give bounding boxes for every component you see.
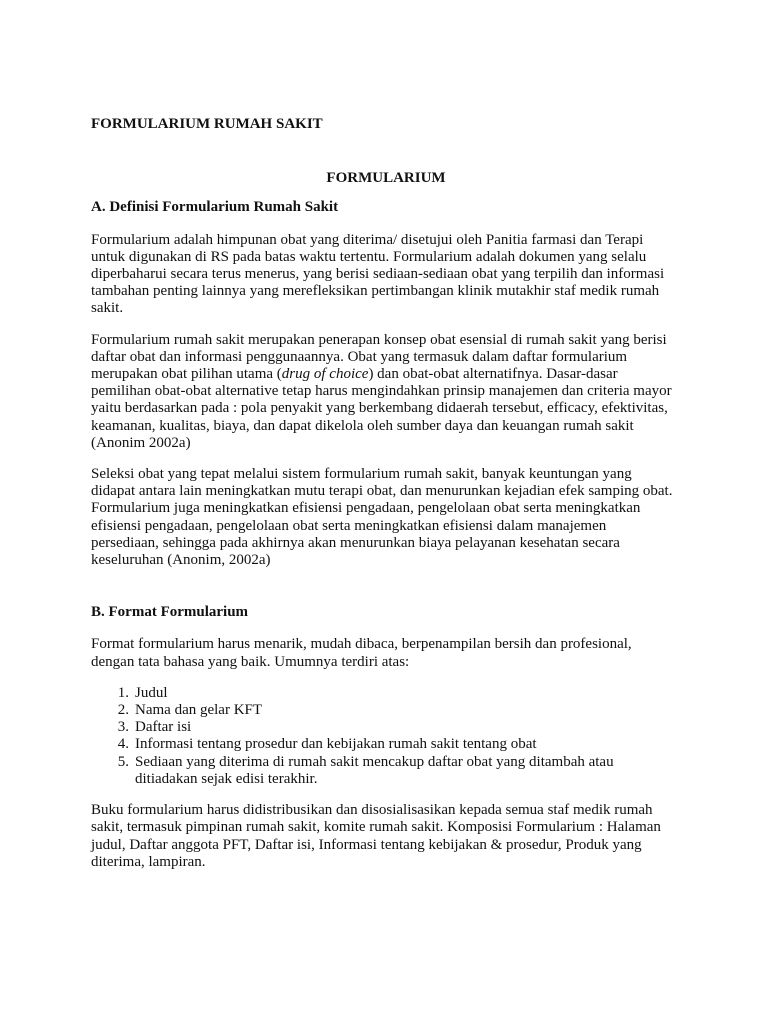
list-item-number: 3. (117, 719, 129, 736)
paragraph-2-italic-term: drug of choice (281, 366, 369, 383)
section-a-paragraph-2 (91, 332, 681, 452)
list-item-text: Nama dan gelar KFT (135, 702, 263, 719)
section-a-paragraph-3: Seleksi obat yang tepat melalui sistem formularium rumah sakit, banyak keuntungan yang didapat antara lain meningkatkan mutu terapi obat, dan menurunkan kejadian efek samping obat. Formularium juga meningkatkan efisiensi pengadaan, pengelolaan obat serta meningkatkan efisiensi pengadaan, pengelolaan obat serta meningkatkan efisiensi dalam manajemen persediaan, sehingga pada akhirnya akan menurunkan biaya pelayanan kesehatan secara keseluruhan (Anonim, 2002a) (91, 466, 673, 569)
list-item-number: 4. (117, 736, 129, 753)
list-item (91, 754, 681, 788)
document-title: FORMULARIUM RUMAH SAKIT (91, 116, 323, 132)
section-b-heading: B. Format Formularium (91, 604, 249, 621)
paragraph-2-text-start: Formularium rumah sakit merupakan penerapan konsep obat esensial di rumah sakit yang berisi daftar obat dan informasi penggunaannya. Obat yang termasuk dalam daftar formularium merupakan obat pilihan utama ( (91, 331, 667, 383)
list-item (91, 736, 681, 753)
list-item (91, 702, 681, 719)
list-item-text: Sediaan yang diterima di rumah sakit mencakup daftar obat yang ditambah atau ditiadakan sejak edisi terakhir. (135, 753, 614, 787)
section-b-paragraph-1: Format formularium harus menarik, mudah dibaca, berpenampilan bersih dan profesional, dengan tata bahasa yang baik. Umumnya terdiri atas: (91, 636, 632, 670)
list-item-text: Daftar isi (135, 719, 192, 736)
list-item (91, 685, 681, 702)
paragraph-2-text-end: ) dan obat-obat alternatifnya. Dasar-dasar pemilihan obat-obat alternative tetap harus mengindahkan prinsip manajemen dan criteria mayor yaitu berdasarkan pada : pola penyakit yang berkembang didaerah tersebut, efficacy, efektivitas, keamanan, kualitas, biaya, dan dapat dikelola oleh sumber daya dan keuangan rumah sakit (Anonim 2002a) (91, 366, 672, 451)
section-a-heading: A. Definisi Formularium Rumah Sakit (91, 199, 339, 216)
format-list (91, 685, 681, 788)
list-item-number: 5. (117, 753, 129, 770)
center-title: FORMULARIUM (326, 170, 446, 187)
list-item-text: Judul (135, 684, 168, 701)
list-item-number: 2. (117, 702, 129, 719)
list-item-text: Informasi tentang prosedur dan kebijakan rumah sakit tentang obat (135, 736, 537, 753)
list-item-number: 1. (117, 684, 129, 701)
section-b-paragraph-2: Buku formularium harus didistribusikan dan disosialisasikan kepada semua staf medik rumah sakit, termasuk pimpinan rumah sakit, komite rumah sakit. Komposisi Formularium : Halaman judul, Daftar anggota PFT, Daftar isi, Informasi tentang kebijakan & prosedur, Produk yang diterima, lampiran. (91, 802, 661, 870)
section-a-paragraph-1: Formularium adalah himpunan obat yang diterima/ disetujui oleh Panitia farmasi dan Terapi untuk digunakan di RS pada batas waktu tertentu. Formularium adalah dokumen yang selalu diperbaharui secara terus menerus, yang berisi sediaan-sediaan obat yang terpilih dan informasi tambahan penting lainnya yang merefleksikan pertimbangan klinik mutakhir staf medik rumah sakit. (91, 231, 665, 317)
list-item (91, 719, 681, 736)
document-page (91, 116, 681, 871)
